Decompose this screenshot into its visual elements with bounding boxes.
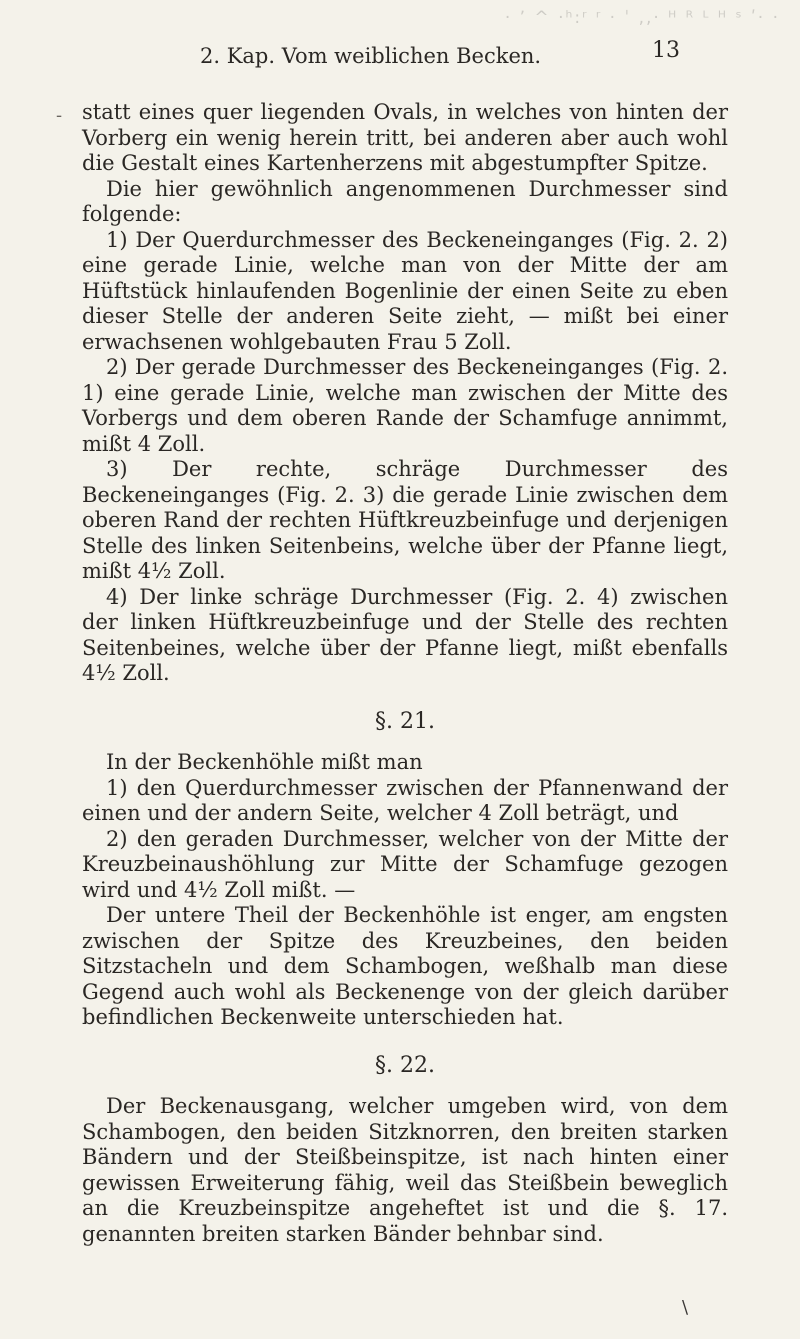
paragraph: statt eines quer liegenden Ovals, in welches von hinten der Vorberg ein wenig herein tritt, bei anderen aber auch wohl die Gestalt eines Kartenherzens mit abgestumpfter Spitze. <box>82 100 728 175</box>
section-heading: §. 21. <box>375 708 435 734</box>
running-header <box>200 38 680 74</box>
library-stamp: · ʼ ^ ·ʰ:ʳ ʳ · ˈ ,,· ᴴ ᴿ ᴸ ᴴ ˢ ʹ· · <box>504 8 780 28</box>
section-heading: §. 22. <box>375 1052 435 1078</box>
margin-mark: - <box>56 105 63 126</box>
paragraph: Der Beckenausgang, welcher umgeben wird, von dem Schambogen, den beiden Sitzknorren, den breiten starken Bändern und der Steißbeinspitze, ist nach hinten einer gewissen Erweiterung fähig, weil das Steißbein beweglich an die Kreuzbeinspitze angeheftet ist und die §. 17. genannten breiten starken Bänder behnbar sind. <box>82 1094 728 1246</box>
footer-mark: \ <box>682 1297 689 1318</box>
paragraph: 2) den geraden Durchmesser, welcher von der Mitte der Kreuzbeinaushöhlung zur Mitte der Schamfuge gezogen wird und 4½ Zoll mißt. — <box>82 826 728 902</box>
paragraph: 3) Der rechte, schräge Durchmesser des Beckeneinganges (Fig. 2. 3) die gerade Linie zwischen dem oberen Rand der rechten Hüftkreuzbeinfuge und derjenigen Stelle des linken Seitenbeins, welche über der Pfanne liegt, mißt 4½ Zoll. <box>82 457 728 583</box>
paragraph: Der untere Theil der Beckenhöhle ist enger, am engsten zwischen der Spitze des Kreuzbeines, den beiden Sitzstacheln und dem Schambogen, weßhalb man diese Gegend auch wohl als Beckenenge von der gleich darüber befindlichen Beckenweite unterschieden hat. <box>82 903 728 1029</box>
chapter-title: 2. Kap. Vom weiblichen Becken. <box>200 44 542 68</box>
paragraph: 1) den Querdurchmesser zwischen der Pfannenwand der einen und der andern Seite, welcher 4 Zoll beträgt, und <box>82 775 728 825</box>
paragraph: 2) Der gerade Durchmesser des Beckeneinganges (Fig. 2. 1) eine gerade Linie, welche man zwischen der Mitte des Vorbergs und dem oberen Rande der Schamfuge annimmt, mißt 4 Zoll. <box>82 355 728 456</box>
page-number: 13 <box>652 38 680 63</box>
paragraph: In der Beckenhöhle mißt man <box>106 750 423 774</box>
paragraph: Die hier gewöhnlich angenommenen Durchmesser sind folgende: <box>82 176 728 226</box>
page-body <box>82 100 728 1247</box>
paragraph: 4) Der linke schräge Durchmesser (Fig. 2. 4) zwischen der linken Hüftkreuzbeinfuge und der Stelle des rechten Seitenbeines, welche über der Pfanne liegt, mißt ebenfalls 4½ Zoll. <box>82 584 728 685</box>
paragraph: 1) Der Querdurchmesser des Beckeneinganges (Fig. 2. 2) eine gerade Linie, welche man von der Mitte der am Hüftstück hinlaufenden Bogenlinie der einen Seite zu eben dieser Stelle der anderen Seite zieht, — mißt bei einer erwachsenen wohlgebauten Frau 5 Zoll. <box>82 227 728 354</box>
